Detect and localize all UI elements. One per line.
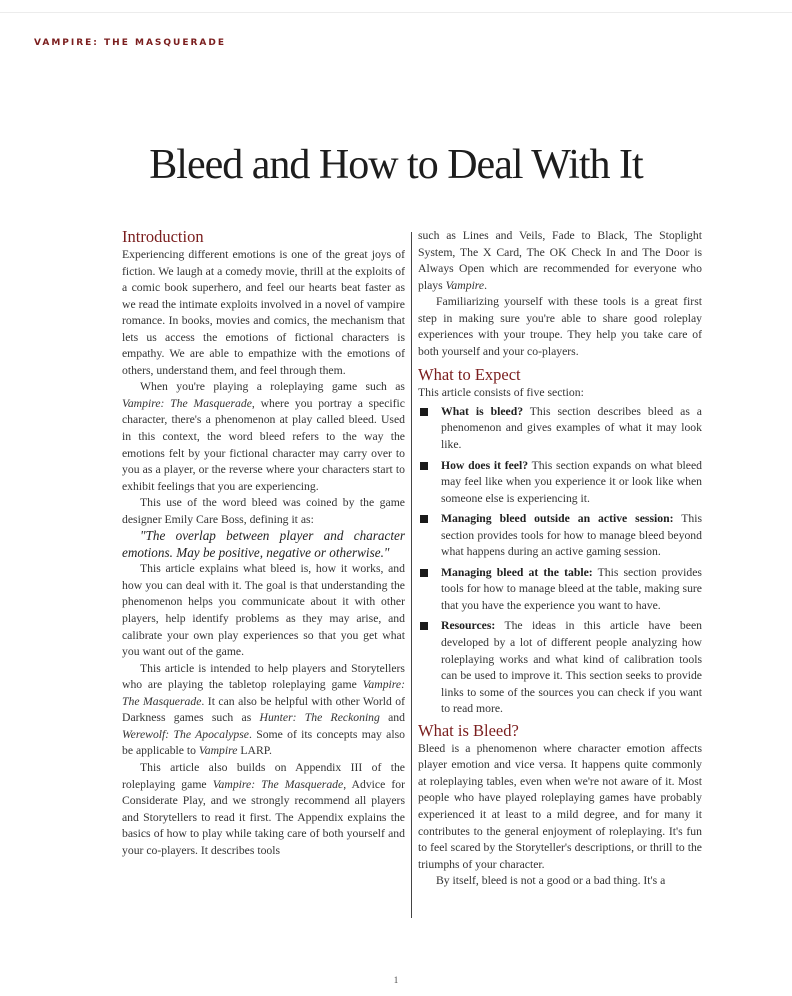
paragraph: such as Lines and Veils, Fade to Black, The Stoplight System, The X Card, The OK Check In and The Door is Always Open which are recommended for everyone who plays Vampire.	[418, 229, 702, 292]
heading-what-is-bleed: What is Bleed?	[418, 720, 519, 740]
right-column	[418, 228, 702, 892]
page-title: Bleed and How to Deal With It	[149, 142, 643, 188]
paragraph: This article explains what bleed is, how it works, and how you can deal with it. The goal is that understanding the phenomenon helps you communicate about it with other players, help identify problems as they may arise, and calibrate your own play experiences so that you get what you want out of the game.	[122, 562, 405, 659]
list-item: Managing bleed at the table: This section provides tools for how to manage bleed at the table, making sure that you have the experience you want to have.	[418, 565, 702, 615]
list-item: Resources: The ideas in this article have been developed by a lot of different people analyzing how roleplaying works and what kind of calibration tools can be used to improve it. This section seeks to provide links to some of the sources you can check if you want to read more.	[418, 618, 702, 717]
pull-quote: "The overlap between player and character emotions. May be positive, negative or otherwise."	[122, 528, 405, 560]
heading-what-to-expect: What to Expect	[418, 365, 521, 385]
list-item: Managing bleed outside an active session: This section provides tools for how to manage bleed beyond what happens during an active gaming session.	[418, 511, 702, 561]
page-number: 1	[393, 975, 399, 985]
column-divider	[411, 232, 412, 918]
section-list	[418, 404, 702, 718]
top-rule	[0, 12, 792, 13]
list-item: What is bleed? This section describes bleed as a phenomenon and gives examples of what it may look like.	[418, 404, 702, 454]
paragraph: When you're playing a roleplaying game such as Vampire: The Masquerade, where you portray a specific character, there's a phenomenon at play called bleed. Used in this context, the word bleed refers to the way the emotions felt by your fictional character may carry over to you as a player, or the reverse where your characters start to exhibit feelings that you are experiencing.	[122, 380, 405, 493]
paragraph: By itself, bleed is not a good or a bad thing. It's a	[436, 874, 666, 888]
heading-introduction: Introduction	[122, 228, 204, 246]
paragraph: Experiencing different emotions is one of the great joys of fiction. We laugh at a comedy movie, thrill at the exploits of a comic book superhero, and feel our hearts beat faster as we read the intimate exploits involved in a novel of vampire romance. In books, movies and comics, the mechanism that lets us access the emotions of fictional characters is empathy. We are able to empathize with the emotions of others, understand them, and feel through them.	[122, 248, 405, 377]
bullet-square-icon	[420, 462, 428, 470]
bullet-square-icon	[420, 622, 428, 630]
bullet-square-icon	[420, 569, 428, 577]
list-item: How does it feel? This section expands on what bleed may feel like when you experience it or look like when someone else is experiencing it.	[418, 458, 702, 508]
left-column	[122, 228, 405, 888]
running-head: VAMPIRE: THE MASQUERADE	[34, 38, 227, 48]
paragraph: Bleed is a phenomenon where character emotion affects player emotion and vice versa. It happens quite commonly at roleplaying tables, even when we're not aware of it. Most people who have played roleplaying games have probably experienced it at least to a mild degree, and for many it contributes to the general enjoyment of roleplaying. It's fun to feel scared by the Storyteller's descriptions, or thrill to the triumphs of your character.	[418, 741, 702, 871]
paragraph: This article is intended to help players and Storytellers who are playing the tabletop roleplaying game Vampire: The Masquerade. It can also be helpful with other World of Darkness games such as Hunter: The Reckoning and Werewolf: The Apocalypse. Some of its concepts may also be applicable to Vampire LARP.	[122, 661, 405, 758]
paragraph: This use of the word bleed was coined by the game designer Emily Care Boss, defining it as:	[122, 496, 405, 526]
paragraph: Familiarizing yourself with these tools is a great first step in making sure you're able to share good roleplay experiences with your troupe. They help you take care of both yourself and your co-players.	[418, 295, 702, 358]
bullet-square-icon	[420, 408, 428, 416]
paragraph: This article consists of five section:	[418, 386, 584, 400]
bullet-square-icon	[420, 515, 428, 523]
paragraph: This article also builds on Appendix III of the roleplaying game Vampire: The Masquerade, Advice for Considerate Play, and we strongly recommend all players and Storytellers to read it first. The Appendix explains the basics of how to play while taking care of both yourself and your co-players. It describes tools	[122, 760, 405, 857]
